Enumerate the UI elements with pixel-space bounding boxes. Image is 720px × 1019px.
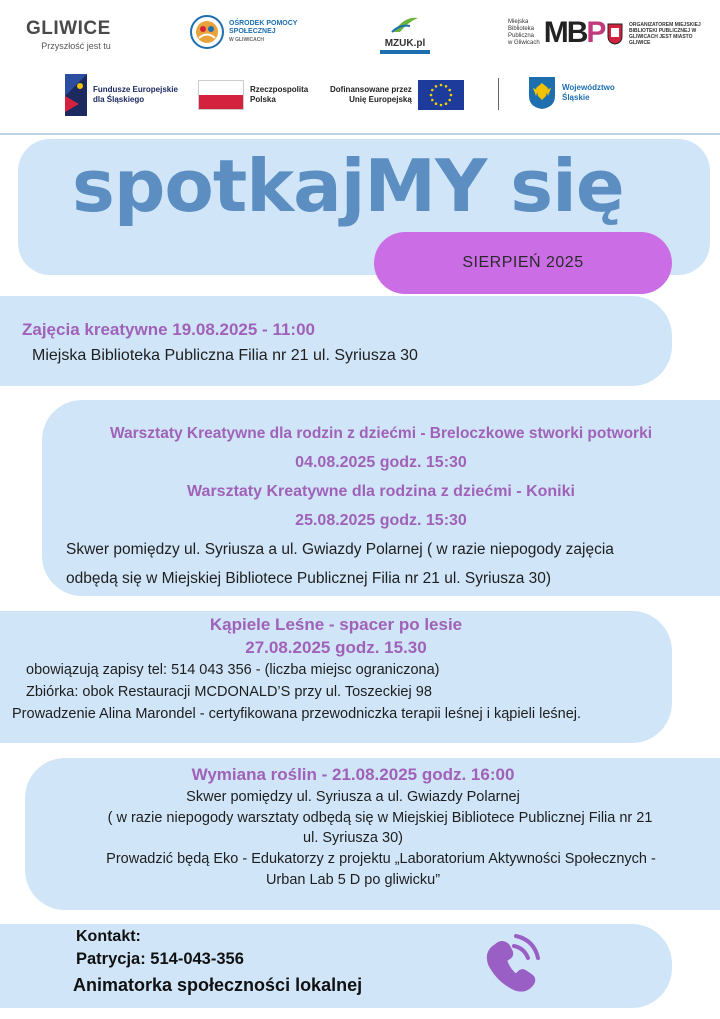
- phone-icon: [478, 932, 542, 996]
- mzuk-logo-text: MZUK.pl: [384, 38, 426, 49]
- event1-title: Zajęcia kreatywne 19.08.2025 - 11:00: [22, 320, 315, 339]
- eu-funding-logo: [330, 80, 464, 110]
- mbp-logo-line2: Biblioteka: [508, 26, 535, 32]
- contact-label: Kontakt:: [76, 928, 141, 945]
- wojewodztwo-slaskie-logo: [528, 76, 615, 110]
- event2-title2: Warsztaty Kreatywne dla rodzina z dziećmi - Koniki: [187, 483, 575, 500]
- silesian-eagle-icon: [528, 76, 556, 110]
- fundusze-europejskie-icon: [65, 74, 87, 116]
- poster-title: spotkajMY się: [72, 144, 624, 228]
- event3-guide: Prowadzenie Alina Marondel - certyfikowana przewodniczka terapii leśnej i kąpieli leśnej.: [12, 706, 582, 722]
- event2-place-line2: odbędą się w Miejskiej Bibliotece Publicznej Filia nr 21 ul. Syriusza 30): [66, 570, 552, 587]
- gliwice-coat-of-arms-icon: [607, 23, 623, 45]
- polish-flag-icon: [198, 80, 244, 110]
- event4-title: Wymiana roślin - 21.08.2025 godz. 16:00: [191, 765, 515, 784]
- gliwice-logo: [26, 18, 111, 51]
- event4-weather-note-cont: ul. Syriusza 30): [303, 830, 403, 846]
- gliwice-logo-tagline: Przyszłość jest tu: [41, 41, 111, 51]
- mbp-logo: [508, 16, 604, 50]
- event3-date: 27.08.2025 godz. 15.30: [245, 638, 427, 657]
- fundusze-europejskie-logo: [65, 74, 178, 116]
- logo-separator: [498, 78, 499, 110]
- event-panel-creative-classes: [0, 296, 672, 386]
- header-divider: [0, 133, 720, 135]
- rzeczpospolita-line2: Polska: [250, 95, 276, 104]
- mbp-logo-mark-b: B: [566, 16, 587, 49]
- event2-date1: 04.08.2025 godz. 15:30: [295, 454, 467, 471]
- mzuk-logo: [380, 14, 430, 54]
- mzuk-leaf-icon: [390, 14, 420, 34]
- ops-logo-line2: SPOŁECZNEJ: [229, 28, 276, 35]
- event3-meeting-point: Zbiórka: obok Restauracji MCDONALD’S przy ul. Toszeckiej 98: [26, 684, 432, 700]
- mbp-logo-mark-p: P: [586, 16, 605, 49]
- event4-weather-note: ( w razie niepogody warsztaty odbędą się w Miejskiej Bibliotece Publicznej Filia nr 21: [107, 810, 653, 826]
- logo-row-funding: [0, 70, 720, 122]
- contact-role: Animatorka społeczności lokalnej: [73, 975, 363, 995]
- mbp-logo-line4: w Gliwicach: [508, 40, 540, 46]
- event2-date2: 25.08.2025 godz. 15:30: [295, 512, 467, 529]
- mbp-logo-mark-m: M: [543, 16, 567, 49]
- fundusze-europejskie-line1: Fundusze Europejskie: [93, 85, 178, 94]
- contact-person: Patrycja: 514-043-356: [76, 950, 244, 968]
- ops-logo: [190, 15, 297, 49]
- eu-funding-line1: Dofinansowane przez: [330, 85, 412, 94]
- rzeczpospolita-line1: Rzeczpospolita: [250, 85, 309, 94]
- gliwice-logo-name: GLIWICE: [26, 18, 111, 39]
- wojewodztwo-line2: Śląskie: [562, 93, 590, 102]
- mbp-logo-line3: Publiczna: [508, 33, 535, 39]
- wojewodztwo-line1: Województwo: [562, 83, 615, 92]
- rzeczpospolita-polska-logo: [198, 80, 308, 110]
- event4-place: Skwer pomiędzy ul. Syriusza a ul. Gwiazdy Polarnej: [186, 789, 520, 805]
- month-badge-label: SIERPIEŃ 2025: [462, 254, 584, 271]
- logo-row-top: [0, 12, 720, 62]
- month-badge: [374, 232, 672, 294]
- ops-logo-line3: W GLIWICACH: [229, 37, 264, 43]
- event4-project: Urban Lab 5 D po gliwicku”: [265, 872, 441, 888]
- event3-title: Kąpiele Leśne - spacer po lesie: [209, 615, 463, 634]
- event1-place: Miejska Biblioteka Publiczna Filia nr 21 ul. Syriusza 30: [32, 347, 418, 364]
- mbp-logo-line1: Miejska: [508, 19, 529, 25]
- mbp-logo-mark: [544, 16, 605, 50]
- mzuk-logo-bar: [380, 50, 430, 54]
- organizer-logo: [607, 22, 713, 46]
- ops-logo-line1: OŚRODEK POMOCY: [229, 20, 298, 27]
- event2-place-line1: Skwer pomiędzy ul. Syriusza a ul. Gwiazdy Polarnej ( w razie niepogody zajęcia: [66, 541, 614, 558]
- event2-title1: Warsztaty Kreatywne dla rodzin z dziećmi - Breloczkowe stworki potworki: [109, 425, 653, 442]
- organizer-logo-text: ORGANIZATOREM MIEJSKIEJ BIBLIOTEKI PUBLICZNEJ W GLIWICACH JEST MIASTO GLIWICE: [629, 22, 701, 46]
- ops-emblem-icon: [190, 15, 224, 49]
- eu-funding-line2: Unię Europejską: [349, 95, 412, 104]
- fundusze-europejskie-line2: dla Śląskiego: [93, 95, 145, 104]
- event4-educators: Prowadzić będą Eko - Edukatorzy z projektu „Laboratorium Aktywności Społecznych -: [106, 851, 656, 867]
- eu-flag-icon: [418, 80, 464, 110]
- event3-registration: obowiązują zapisy tel: 514 043 356 - (liczba miejsc ograniczona): [26, 662, 440, 678]
